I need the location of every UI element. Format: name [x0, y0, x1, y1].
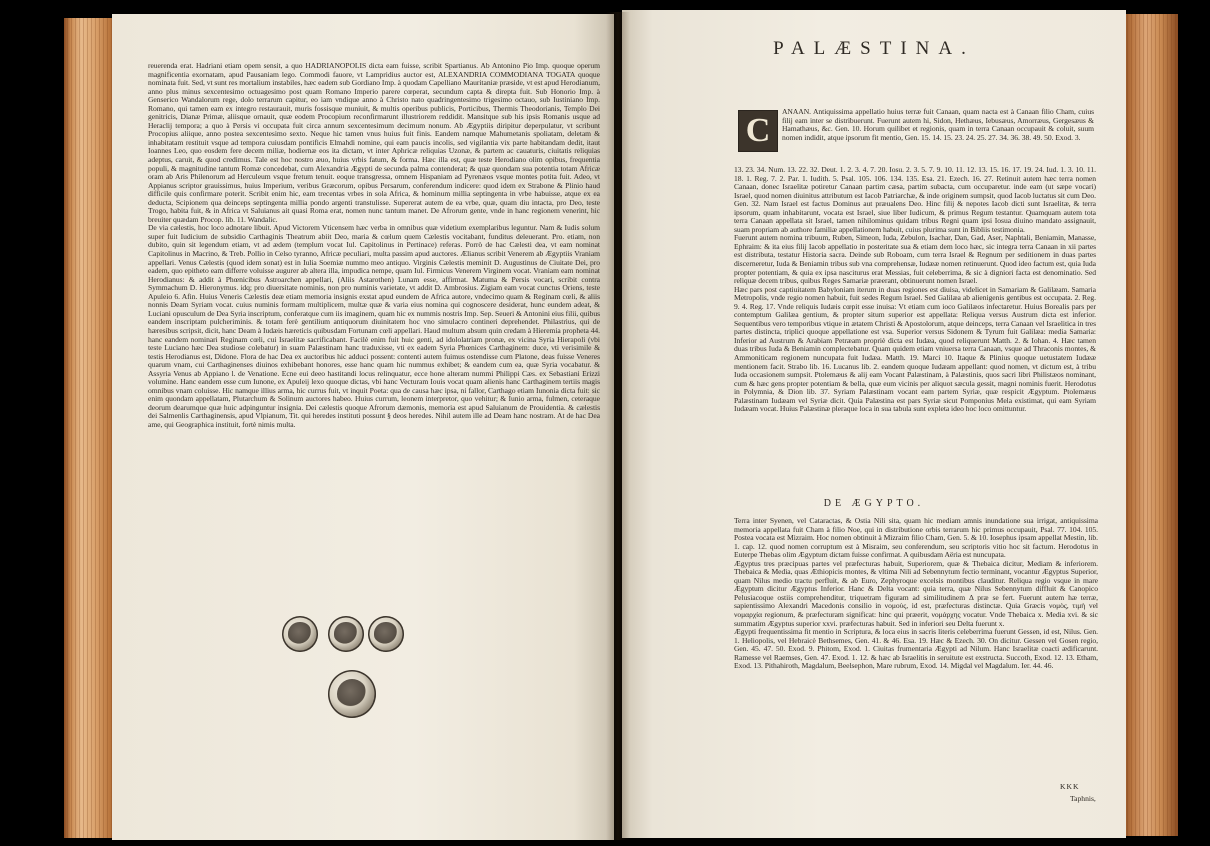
page-heading: PALÆSTINA. — [773, 38, 975, 59]
aegypto-text — [734, 517, 1098, 779]
left-page — [112, 14, 614, 840]
right-paragraph-2: 13. 23. 34. Num. 13. 22. 32. Deut. 1. 2. 3. 4. 7. 20. Iosu. 2. 3. 5. 7. 9. 10. 11. 12. 13. 15. 16. 17. 19. 24. Iud. 1. 3. 10. 11. 18. 1. Reg. 7. 2. Par. 1. Iudith. 5. Psal. 105. 106. 134. 135. Esa. 21. Ezech. 16. 27. Retinuit autem hæc terra nomen Canaan, donec Israelitæ potiretur Canaan partim cæsa, partim subacta, cum occuparetur. inde eam (ut sæpe vocari) Israel, quod nomen diuinitus attributum est Iacob Patriarchæ, & inde originem sumpsit, quod Iacob luctatus sit cum Deo. Gen. 32. Nam Israel est factus Dominus aut præualens Deo. Hinc filij & nepotes Iacob dicti sunt Israelitæ, & terra ipsorum, quam inhabitarunt, vocata est Israel, siue liber Iudicum, & primus Regum testantur. Quamquam autem tota terra Canaan appellata sit Israel, tamen nihilominus quidam tribus Regni quam ipsi Iosua diuino mandato assignauit, suam propriam ab authore familiæ appellationem habuit, cuius plurima sunt in Bibliis testimonia. — [734, 165, 1096, 234]
coin-illustration-2 — [328, 616, 364, 652]
coin-illustration-3 — [368, 616, 404, 652]
right-page — [622, 10, 1126, 838]
right-paragraph-1: ANAAN. Antiquissima appellatio huius terræ fuit Canaan, quam nacta est à Canaan filio Cham, cuius filij eam inter se distribuerunt. Fuerunt autem hi, Sidon, Hethæus, Iebusæus, Amorræus, Gergesæus & Hamathæus, &c. Gen. 10. Horum quilibet et regionis, quam in terra Canaan occupauit & coluit, suum nomen indidit, atque ipsorum fit mentio, Gen. 15. 14. 15. 23. 24. 25. 27. 34. 36. 38. 49. 50. Exod. 3. — [782, 107, 1094, 142]
left-paragraph-1: reuerenda erat. Hadriani etiam opem sensit, a quo HADRIANOPOLIS dicta eam fuisse, scribit Spartianus. Ab Antonino Pio Imp. quoque operum magnificentia exornatam, apud Pausaniam lego. Commodi fauore, vt Lampridius auctor est, ALEXANDRIA COMMODIANA TOGATA quoque nominata fuit. Sed, vt sunt res mortalium instabiles, hæc eadem sub Gordiano Imp. à quodam Capelliano Mauritaniæ præside, vt est apud Herodianum, anno plus minus sexcentesimo octuagesimo post quam Romano Imperio parere cœperat, secundum capta & direpta fuit. Sub Honorio Imp. à Genserico Wandalorum rege, dolo terrarum capitur, eo iam vndique anno à Christo nato quadringentesimo trigesimo octauo, sub Iustiniano Imp. Romano, qui tamen eam ex integro restaurauit, muris fossisque muniuit, & multis operibus publicis, Porticibus, Thermis Theodorianis, Templo Dei genitricis, Dianæ Primæ, aliisque ornauit, quæ eodem Procopium reconfirmarunt illustriorem reddidit. Mansitque sub his ipsis Romanis usque ad Heraclij tempora; a quo à Persis vi occupata fuit circa annum sexcentesimum decimum nonum. Ab Ægyptiis diripitur deperpulatur, vt scribunt Procopius aliique, anno postea sexcentesimo sexto. Neque hic tamen vnus huius fuit finis. Eandem namque Mahumetanis spoliatam, deletam & inhabitatam restituit vsque ad tempora cuiusdam pontificis Elmahdi nomine, qui eam paucis incolis, sed vigilantia vix parte habitandam dedit, itaut Ioannes Leo, quo eosdem fere decem miliæ, hodiernæ eos ita dictam, vt inter Aphricæ reliquias Uzonæ, & partem ac cauaturis, ciuitatis reliquias adeptus, caruit, & quod credimus. Tale est hoc nostro æuo, huius vrbis fatum, & forma. Hæc illa est, quæ teste Herodiano olim opibus, frequentia populi, & magnitudine tantum Romæ concedebat, cum Alexandria Ægypti de secunda palma contenderat; & quæ quondam sua potentia totam Africæ oram ab Aris Philenorum ad Herculeum vsque fretum tenuit. eoque transgressa, omnem Hispaniam ad Pyrenæos vsque montes potita fuit. Adeo, vt Appianus scriptor grauissimus, huius Imperium, veribus Græcorum, opibus Persarum, conferendum indicere: quod idem ex Strabone & Plinio haud difficile quis confirmare poterit. Scribit enim hic, eam trecentas vrbes in sola Africa, & hominum millia septingenta in vrbe habuisse, atque ex ea deducta, Scipionem qua deinceps septingenta millia pondo argenti transtulisse. Supererat autem de ea vrbe, quæ, quam diu intacta, pro Deo, teste Trogo, habita fuit, & in Africa vt Saluianus ait quasi Roma erat, nomen nunc tantum manet. De Afrorum gente, vnde in hanc regionem venerint, hic breuiter quædam Procop. lib. 11. Wandalic. — [148, 61, 600, 224]
catchword: Taphnis, — [1070, 794, 1096, 803]
coin-illustration-1 — [282, 616, 318, 652]
signature-mark: KKK — [1060, 782, 1080, 791]
right-intro-text — [782, 108, 1094, 168]
aegypto-paragraph-1: Terra inter Syenen, vel Cataractas, & Ostia Nili sita, quam hic mediam amnis inundatione sua irrigat, antiquissima memoria appellata fuit Cham à filio Noe, qui in distributione orbis terrarum hic primus occupauit, Psal. 77. 104. 105. Postea vocata est Mizraim. Hoc nomen obtinuit à Mizraim filio Cham, Gen. 5. & 10. Iosephus ipsam appellat Mestin, lib. 1. cap. 12. quod nomen corruptum est à Misraim, seu conferendum, seu scriptoris vitio hoc sit factum. Herodotus in Euterpe Thebas olim Ægyptum dictam fuisse confirmat. A quibusdam Aëria est nuncupata. — [734, 516, 1098, 560]
section-heading-aegypto: DE ÆGYPTO. — [823, 498, 925, 509]
book-gutter — [606, 12, 630, 840]
left-page-text — [148, 62, 600, 672]
right-main-text — [734, 166, 1096, 466]
left-paragraph-2: De via cælestis, hoc loco adnotare libuit. Apud Victorem Vticensem hæc verba in omnibus quæ videtium exemplaribus leguntur. Nam & Iudis solum super fuit Iudicium de subsidio Carthaginis Theatrum abiit Deo, maria & cœlum quem Cælestis vocitabant, funditus deleuerant. Pro. etiam, non dubito, quin sit legendum etiam, vt ad ædem (templum vocat Iul. Capitolinus in Pertinace) referas. Porrò de hac Cælesti dea, vt eam nominat Capitolinus in Macrino, & Treb. Pollio in Celso tyranno, Africæ peculiari, multa passim apud auctores. Ælianus scribit Venerem ab Ægyptiis Vraniam appellari. Venus Cælestis (quod idem sonat) est in Iulia Soemiæ nummo meo antiquo. Virginis Cælestis meminit D. Augustinus de Ciuitate Dei, pro eadem, quo epitheto eam differre voluisse augurer ab altera illa, impudica nempe, quam Iul. Firmicus Venerem Virginem vocat. Vraniam eam nominat Herodianus: & addit à Phœnicibus Astroarchen appellari, (Aliis Astarothen) Lunam esse, affirmat. Matuma & Persis vocari, scribit contra Symmachum D. Hieronymus. idq; pro diuersitate nominis, non pro numinis varietate, vt addit D. Ambrosius. Zigiam eam vocat cunctus Oriens, teste Apuleio 6. Afin. Huius Veneris Cælestis deæ etiam memoria insignis exstat apud eundem de Africa autore, vndecimo quam & Reginam cœli, & aliis nonnis Deam Syriam vocat. cuius numinis formam multiplicem, multæ quæ & varia eius nomina qui cognoscere desiderat, hunc eundem adeat, & Luciani opusculum de Dea Syria inscriptum, conferatque cum iis imaginem, quam hic ex nummis nostris Imp. Sep. Seueri & Antonini eius filii, quibus eandem inscriptam pulcheriminis. & totam ferè gentilium antiquorum diuinitatem hoc vno simulacro contineri deprehendet. Philastrius, qui de hæresibus scripsit, dicit, hanc Deam à Iudæis hæreticis quibusdam Fortunam cœli appellari. Haud multum absum quin credam à Hieremia propheta 44. hanc eandem nominari Reginam cœli, cui Israelitæ sacrificabant. Facilè enim fuit huic genti, ad idololatriam pronæ, ex vicina Syria Hierapoli (vbi teste Luciano hæc Dea studiose colebatur) in suam Palæstinam hanc traduxisse, vti ex eadem Syria Phœnices Carthaginem: duce, vti verisimile & testis Herodianus est, Didone. Flora de hac Dea ex auctoribus hic adduci possent: contenti autem fuimus ostendisse cum Platone, deas fuisse Veneres quarum vnam, cui Carthaginenses diuinos exhibebant honores, esse hanc quam hic nummus exhibet; & eandem cum ea, quæ Syria vocabatur. & Assyria Venus ab Appiano l. de Venatione. Ecne eui deeo hastitandi locus relinquatur, ecce hone alteram nummi Philippi Cæs. ex Sebastiani Erizzi volumine. Hanc eandem esse cum Iunone, ex Apuleij lexo quoque dictas, vbi hanc Vecturam Iouis vocat quam alienis hanc Carthaginem tertiis magis omnibus vnam coluisse. Hic namque illius arma, hic currus fuit, vt inquit Poeta: qua de causa hæc ipsa, ni fallor, Carthago etiam Iunonia dicta fuit: sic enim quondam appellatam, Plutarchum & Solinum auctores habeo. Huius currum, leonem interpretor, quo vehitur; & Iunio arma, fulmen, ceteraque deorum dearumque quæ huic adpinguntur insignia. Dei cælestis quoque Afrorum dæmonis, memoria est apud Saluianum de Prouidentia. & cælestis dei Salmenlis Carthaginensis, apud Vlpianum, Tit. qui heredes instituti possunt § deos heredes. Nihil autem ille ad Deam hanc nostram. At de hac Dea ame, qui Geographica instituit, fortè nimis multa. — [148, 223, 600, 429]
book-page-edges-right — [1120, 14, 1178, 836]
aegypto-paragraph-3: Ægypti frequentissima fit mentio in Scriptura, & loca eius in sacris literis celeberrima fuerunt Gessen, id est, Nilus. Gen. 1. Heliopolis, vel Hebraicè Bethsemes, Gen. 41. & 46. Esa. 19. Hæc & Ezech. 30. On dicitur. Gessen vel Gosen regio, Gen. 45. 47. 50. Exod. 9. Phitom, Exod. 1. Ciuitas frumentaria Ægypti ad Nilum. Hanc Israelitæ coacti ædificarunt. Ramesse vel Raemses, Gen. 47. Exod. 1. 12. & hæc ab Israelitis in seruitute est exstructa. Succoth, Exod. 12. 13. Etham, Exod. 13. Pithahiroth, Magdalum, Beelsephon, Mare rubrum, Exod. 14. Migdal vel Magdalum. Ier. 44. 46. — [734, 627, 1098, 671]
right-paragraph-3: Fuerunt autem nomina tribuum, Ruben, Simeon, Iuda, Zebulon, Isachar, Dan, Gad, Aser, Naphtali, Beniamin, Manasse, Ephraim: & ita eius filij Iacob appellatio in posteritate sua & etiam dem loco hæc, sic integra terra Canaan in xii partes est distributa, testatur Historia sacra. Deinde sub Roboam, cum terra Israel & Regnum per seditionem in duas partes discerneretur, Iuda & Beniamin tribus sub vna comprehensæ, Iudææ nomen retinuerunt. Quod ideo factum est, quia Iuda propter potentiam, & quia ex ipsa nasciturus erat Messias, fuit celeberrima, & sic à digniori facta est denominatio. Sed reliquæ decem tribus, quibus Reges Samariæ præerant, obtinuerunt nomen Israel. — [734, 233, 1096, 286]
aegypto-paragraph-2: Ægyptus tres præcipuas partes vel præfecturas habuit, Superiorem, quæ & Thebaica dicitur, Mediam & inferiorem. Thebaica & Media, quas Æthiopicis montes, & vltima Nili ad Sebennytum fectio terminant, vocantur Ægyptus Superior, quam Nilus medio tractu perfluit, & ab Euro, Zephyroque excelsis montibus clauditur. Reliqua regio vsque in mare Ægyptum dicitur Ægyptus Inferior. Hanc & Delta vocant: quia terra, quæ Nilus Sebennytum diffluit & Canopico Pelusiacoque ostiis comprehenditur, triquetram figuram ad similitudinem Δ præ se fert. Fuerunt autem hæ terræ, sapientissimo Alexandri Macedonis consilio in νομοὺς, id est, præfecturas distinctæ. Quia Græcis νομὸς, τιμὴ vel νομαρχία regionum, & præfecturam significat: hinc qui præerit, νομάρχης vocatur. Vnde Thebaica x. Media xvi. & sic summatim Ægyptus superior xxvi. præfecturas habuit. Sed in inferiori seu Delta fuerunt x. — [734, 558, 1098, 628]
decorated-initial: C — [738, 110, 778, 152]
right-paragraph-4: Hæc pars post captiuitatem Babyloniam iterum in duas regiones est diuisa, videlicet in Samariam & Galilæam. Samaria Metropolis, vnde regio nomen habuit, fuit sedes Regum Israel. Sed Galilæa ab alienigenis gentibus est occupata. 2. Reg. 9. 4. Reg. 17. Vnde reliquis Iudæis cœpit esse inuisa: Vt etiam cum ioco Galilæos infectaretur. Huius Borealis pars per contemptum Galilæa gentium, & propter situm superior est appellata: Reliqua versus Austrum dicta est inferior. Sequentibus vero temporibus vtique in ætatem Christi & Apostolorum, atque deinceps, terra Canaan vel Israelitica in tres partes distincta, triplici quoque appellatione est vsa. Superior versus Sidonem & Tyrum fuit Galilæa: media Samaria: Inferior ad Austrum & Arabiam Petræam propriè dicta est Iudæa, quod reliquerunt Matth. 2. & Iohan. 4. Hæc tamen duas tribus Iuda & Beniamin complectebatur. Quam quidem etiam vniuersa terra Canaan, vsque ad Thraconis montes, & Ammoniticam regionem nuncupata fuit Iudæa. Matth. 19. Marci 10. Itaque & Plinius quoque uetustatem Iudææ mentionem facit. Strabo lib. 16. Lucanus lib. 2. eandem quoque Iudæam appellant: quod nomen, vt dictum est, à tribu Iuda occasionem sumpsit. Ptolemæus & alij eam Vocant Palæstinam, à Palæstinis, quos sacri libri Philistæos nominant, cum & hæc gens propter potentiam & bella, quæ eum vicinis per aliquot sæcula gessit, magni nominis fuerit. Herodotus in Polymnia, & Dion lib. 37. Syriam Palæstinam vocant eam partem Syriæ, quæ respicit Ægyptum. Ptolemæus Palæstinam Iudæam vel Syriæ dicit. Quia Palæstina est pars Syriæ sicut Pomponius Mela existimat, qui eam Syriam Iudæam vocat. Huius Palæstinæ pleraque loca in sua tabula sunt expleta ideo hoc loco omittuntur. — [734, 284, 1096, 414]
coin-illustration-4 — [328, 670, 376, 718]
